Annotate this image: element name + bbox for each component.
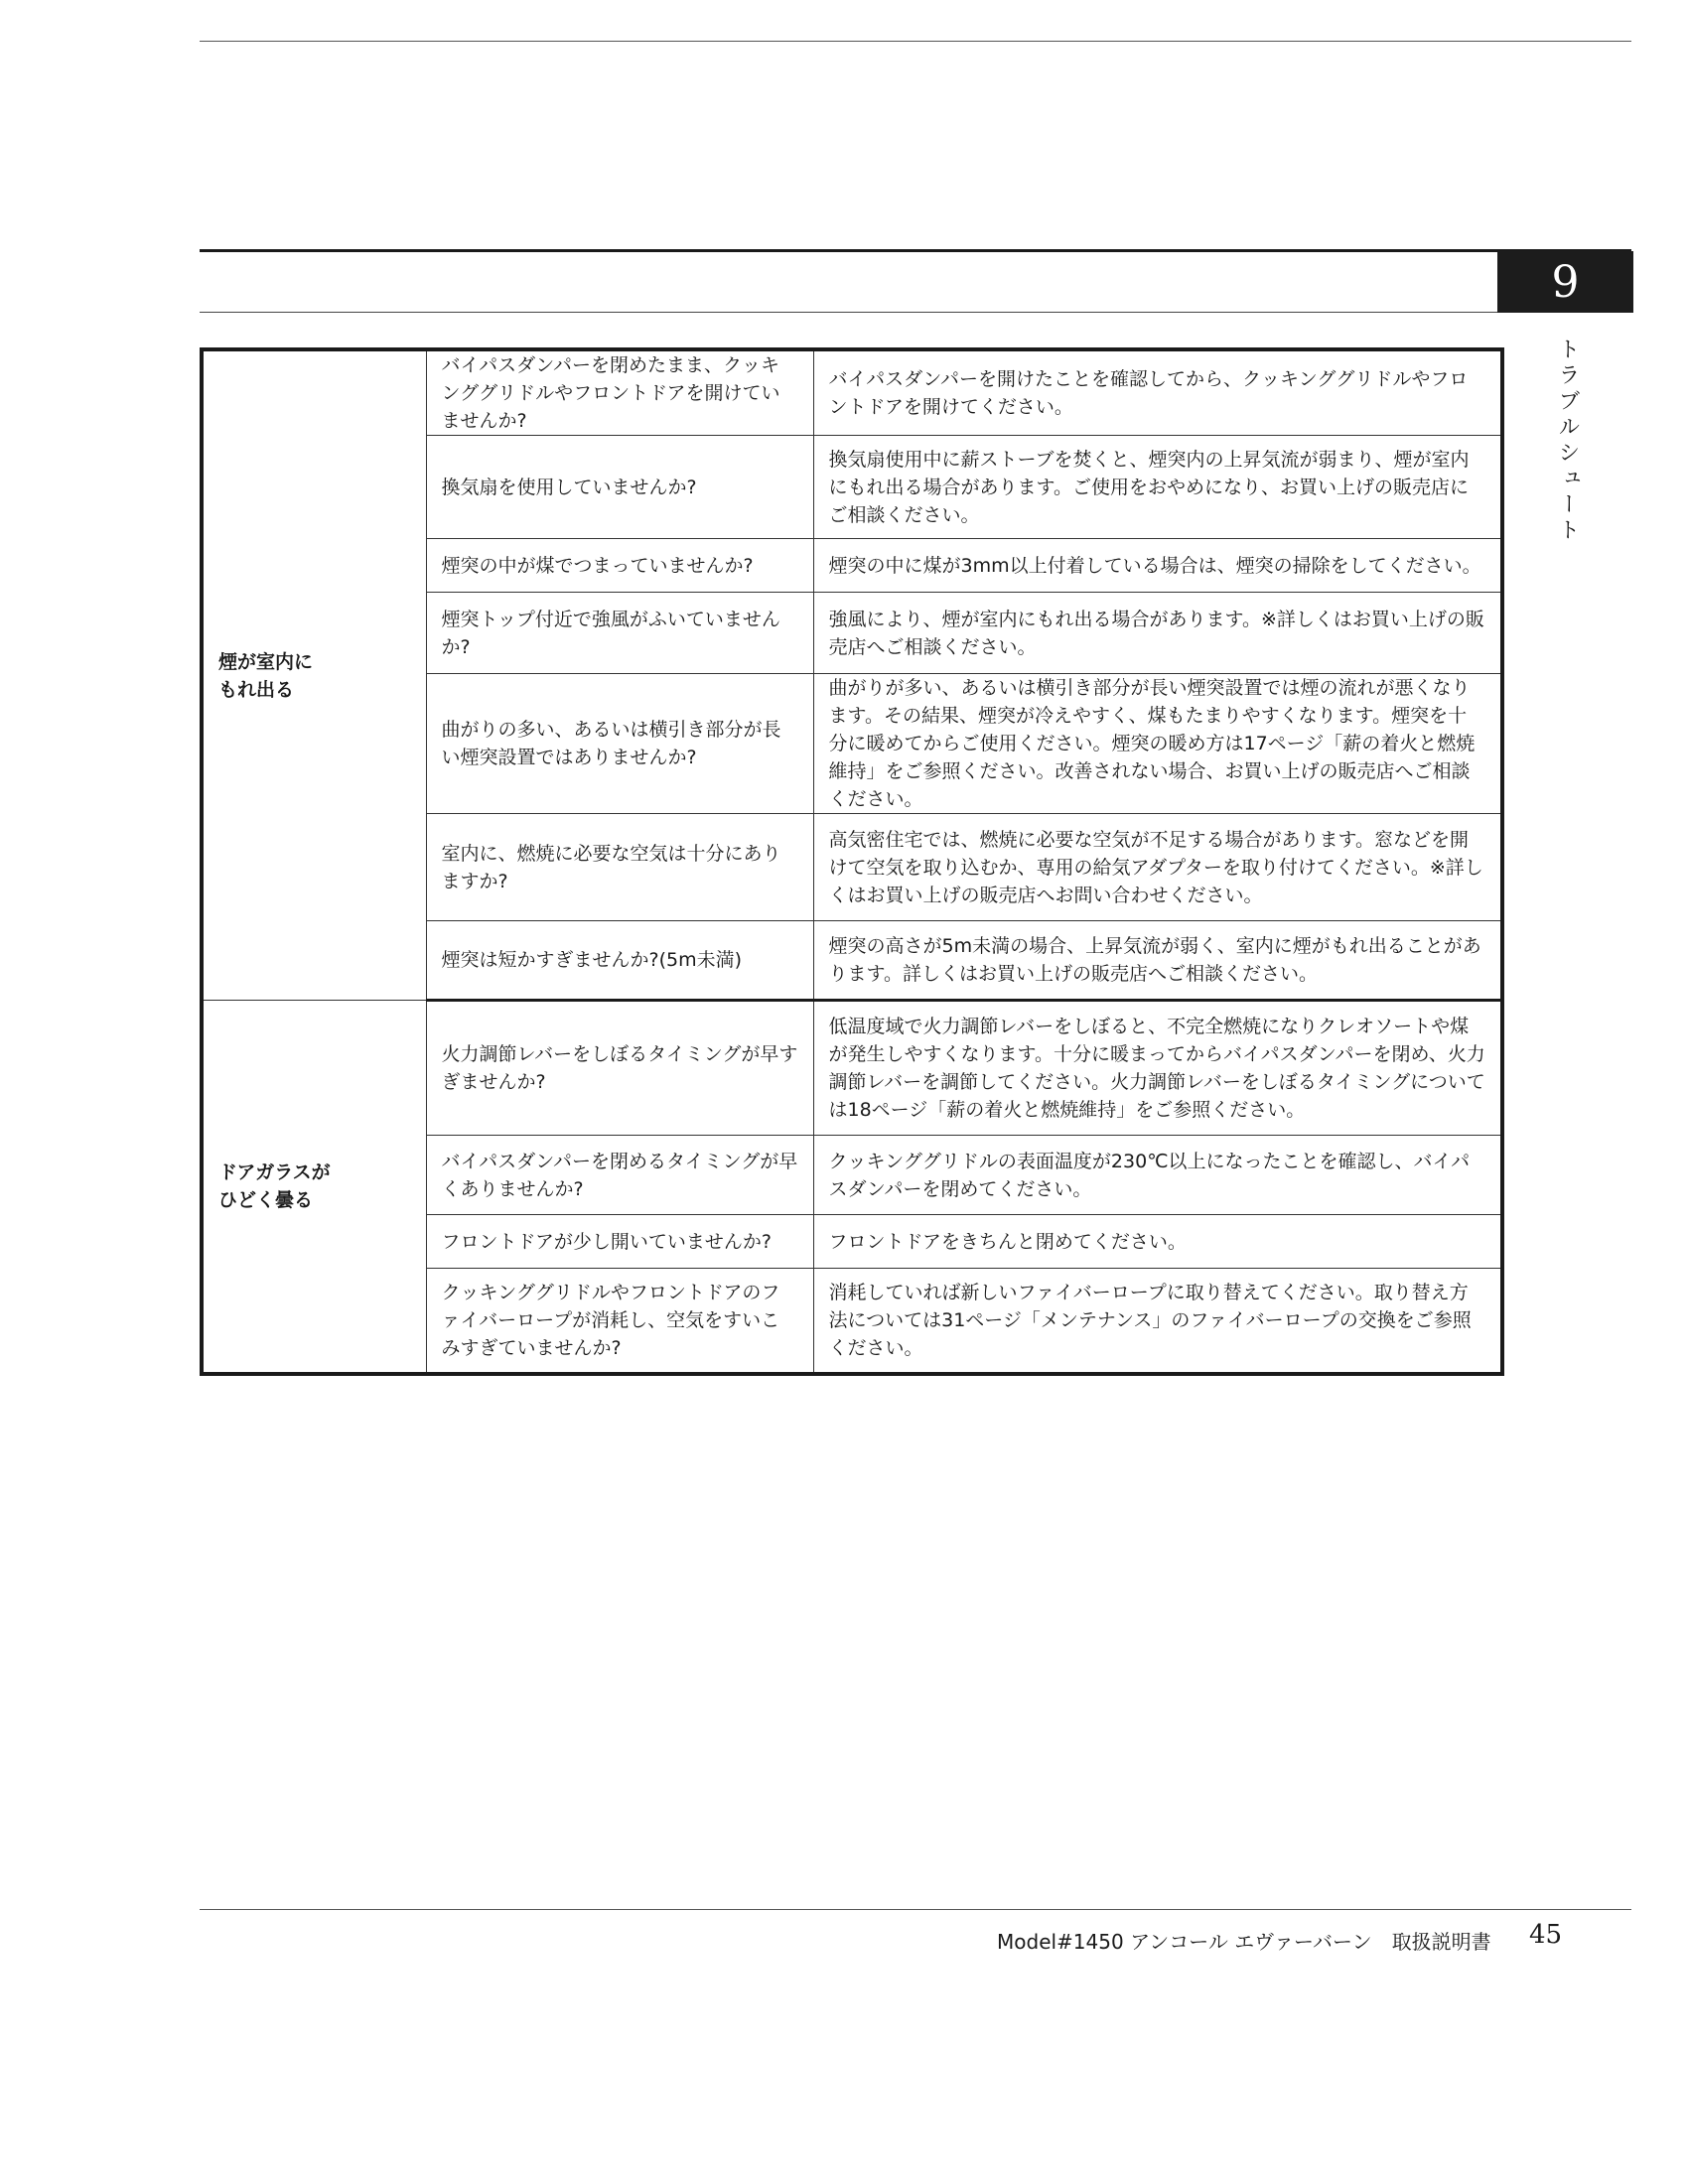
answer-cell: クッキンググリドルの表面温度が230℃以上になったことを確認し、バイパスダンパーを閉めてください。 [813,1136,1502,1215]
question-cell: クッキンググリドルやフロントドアのファイバーロープが消耗し、空気をすいこみすぎていませんか? [426,1269,813,1374]
question-cell: 煙突の中が煤でつまっていませんか? [426,539,813,593]
footer-rule [200,1909,1631,1910]
answer-cell: フロントドアをきちんと閉めてください。 [813,1215,1502,1269]
category-cell [202,1001,426,1374]
question-cell: 煙突トップ付近で強風がふいていませんか? [426,593,813,674]
top-rule [200,41,1631,42]
answer-cell: 消耗していれば新しいファイバーロープに取り替えてください。取り替え方法については31ページ「メンテナンス」のファイバーロープの交換をご参照ください。 [813,1269,1502,1374]
category-line: ドアガラスが [218,1160,331,1183]
answer-cell: バイパスダンパーを開けたことを確認してから、クッキンググリドルやフロントドアを開けてください。 [813,349,1502,436]
question-cell: フロントドアが少し開いていませんか? [426,1215,813,1269]
question-cell: 煙突は短かすぎませんか?(5m未満) [426,921,813,1001]
category-line: もれ出る [218,678,295,701]
category-line: ひどく曇る [218,1188,314,1211]
chapter-number: 9 [1497,251,1633,313]
answer-cell: 曲がりが多い、あるいは横引き部分が長い煙突設置では煙の流れが悪くなります。その結果、煙突が冷えやすく、煤もたまりやすくなります。煙突を十分に暖めてからご使用ください。煙突の暖め方は17ページ「薪の着火と燃焼維持」をご参照ください。改善されない場合、お買い上げの販売店へご相談ください。 [813,674,1502,814]
question-cell: バイパスダンパーを閉めたまま、クッキンググリドルやフロントドアを開けていませんか? [426,349,813,436]
question-cell: 曲がりの多い、あるいは横引き部分が長い煙突設置ではありませんか? [426,674,813,814]
answer-cell: 煙突の高さが5m未満の場合、上昇気流が弱く、室内に煙がもれ出ることがあります。詳しくはお買い上げの販売店へご相談ください。 [813,921,1502,1001]
question-cell: 換気扇を使用していませんか? [426,436,813,539]
chapter-bar-top-rule [200,249,1631,252]
category-line: 煙が室内に [218,650,314,673]
page-number: 45 [1529,1920,1563,1950]
category-cell [202,349,426,1001]
answer-cell: 換気扇使用中に薪ストーブを焚くと、煙突内の上昇気流が弱まり、煙が室内にもれ出る場合があります。ご使用をおやめになり、お買い上げの販売店にご相談ください。 [813,436,1502,539]
answer-cell: 強風により、煙が室内にもれ出る場合があります。※詳しくはお買い上げの販売店へご相談ください。 [813,593,1502,674]
footer-model-title: Model#1450 アンコール エヴァーバーン 取扱説明書 [997,1930,1491,1954]
section-side-title: トラブルシュート [1555,338,1580,544]
question-cell: バイパスダンパーを閉めるタイミングが早くありませんか? [426,1136,813,1215]
answer-cell: 低温度域で火力調節レバーをしぼると、不完全燃焼になりクレオソートや煤が発生しやすくなります。十分に暖まってからバイパスダンパーを閉め、火力調節レバーを調節してください。火力調節レバーをしぼるタイミングについては18ページ「薪の着火と燃焼維持」をご参照ください。 [813,1001,1502,1136]
chapter-bar-bottom-rule [200,312,1497,313]
answer-cell: 高気密住宅では、燃焼に必要な空気が不足する場合があります。窓などを開けて空気を取り込むか、専用の給気アダプターを取り付けてください。※詳しくはお買い上げの販売店へお問い合わせください。 [813,814,1502,921]
troubleshooting-table [200,347,1504,1376]
question-cell: 室内に、燃焼に必要な空気は十分にありますか? [426,814,813,921]
answer-cell: 煙突の中に煤が3mm以上付着している場合は、煙突の掃除をしてください。 [813,539,1502,593]
question-cell: 火力調節レバーをしぼるタイミングが早すぎませんか? [426,1001,813,1136]
